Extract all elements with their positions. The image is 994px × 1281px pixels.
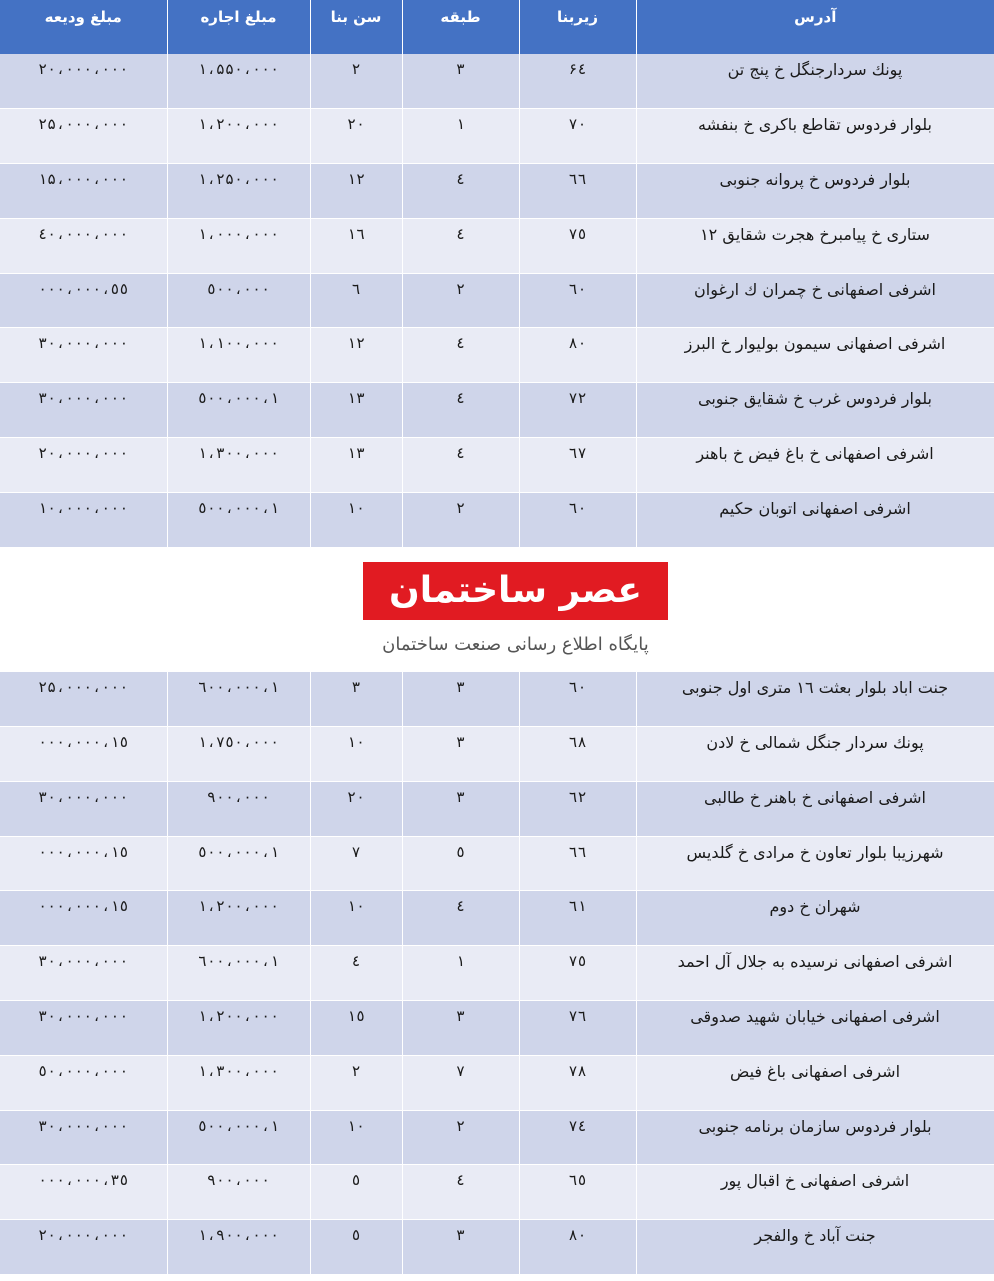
cell-area: ۷۰: [519, 109, 636, 164]
cell-building-age: ۱۳: [310, 438, 402, 493]
cell-deposit: ۱٥،۰۰۰،۰۰۰: [0, 726, 167, 781]
cell-area: ۷٥: [519, 946, 636, 1001]
cell-floor: ٥: [402, 836, 519, 891]
cell-floor: ۳: [402, 1220, 519, 1275]
cell-area: ٦۱: [519, 891, 636, 946]
cell-floor: ۳: [402, 1000, 519, 1055]
cell-deposit: ۳۰،۰۰۰،۰۰۰: [0, 1000, 167, 1055]
cell-address: پونك سردار جنگل شمالی خ لادن: [636, 726, 994, 781]
cell-building-age: ۱٦: [310, 218, 402, 273]
cell-floor: ۲: [402, 492, 519, 547]
cell-rent: ۱،۵۵۰،۰۰۰: [167, 54, 310, 109]
cell-floor: ٤: [402, 383, 519, 438]
header-floor: طبقه: [402, 0, 519, 54]
cell-deposit: ۲۵،۰۰۰،۰۰۰: [0, 109, 167, 164]
cell-area: ٦۷: [519, 438, 636, 493]
listing-table-bottom: [0, 672, 994, 1275]
cell-rent: ۱،۲۰۰،۰۰۰: [167, 891, 310, 946]
cell-rent: ۱،۹۰۰،۰۰۰: [167, 1220, 310, 1275]
cell-building-age: ۷: [310, 836, 402, 891]
table-row: [0, 273, 994, 328]
cell-floor: ٤: [402, 891, 519, 946]
cell-deposit: ۲۰،۰۰۰،۰۰۰: [0, 1220, 167, 1275]
cell-rent: ۱،۲۰۰،۰۰۰: [167, 109, 310, 164]
cell-rent: ۱،٥۰۰،۰۰۰: [167, 383, 310, 438]
header-deposit: مبلغ ودیعه: [0, 0, 167, 54]
cell-deposit: ۱٥،۰۰۰،۰۰۰: [0, 891, 167, 946]
cell-address: جنت اباد بلوار بعثت ۱٦ متری اول جنوبی: [636, 672, 994, 727]
cell-address: بلوار فردوس سازمان برنامه جنوبی: [636, 1110, 994, 1165]
cell-floor: ۳: [402, 672, 519, 727]
table-row: [0, 54, 994, 109]
cell-building-age: ٥: [310, 1220, 402, 1275]
cell-building-age: ۱۳: [310, 383, 402, 438]
cell-rent: ۱،۲۰۰،۰۰۰: [167, 1000, 310, 1055]
table-row: [0, 492, 994, 547]
cell-floor: ۲: [402, 1110, 519, 1165]
cell-rent: ۱،٦۰۰،۰۰۰: [167, 946, 310, 1001]
cell-floor: ۳: [402, 54, 519, 109]
cell-rent: ۱،٦۰۰،۰۰۰: [167, 672, 310, 727]
cell-building-age: ۳: [310, 672, 402, 727]
cell-address: اشرفی اصفهانی خ چمران ك ارغوان: [636, 273, 994, 328]
cell-building-age: ۲: [310, 54, 402, 109]
cell-floor: ٤: [402, 438, 519, 493]
table-row: [0, 836, 994, 891]
table-row: [0, 1055, 994, 1110]
cell-area: ٦٦: [519, 836, 636, 891]
cell-address: اشرفی اصفهانی باغ فیض: [636, 1055, 994, 1110]
table-row: [0, 1165, 994, 1220]
cell-area: ۸۰: [519, 328, 636, 383]
site-tagline: پایگاه اطلاع رسانی صنعت ساختمان: [382, 633, 649, 655]
cell-building-age: ۱۰: [310, 1110, 402, 1165]
cell-area: ٦٦: [519, 164, 636, 219]
cell-floor: ۳: [402, 781, 519, 836]
cell-deposit: ٥٥،۰۰۰،۰۰۰: [0, 273, 167, 328]
cell-area: ٦۲: [519, 781, 636, 836]
cell-building-age: ۱۲: [310, 328, 402, 383]
cell-building-age: ۱۰: [310, 726, 402, 781]
cell-rent: ۱،۳۰۰،۰۰۰: [167, 438, 310, 493]
cell-area: ۶٤: [519, 54, 636, 109]
cell-area: ٦۸: [519, 726, 636, 781]
cell-deposit: ۱۵،۰۰۰،۰۰۰: [0, 164, 167, 219]
header-building-age: سن بنا: [310, 0, 402, 54]
cell-deposit: ٥۰،۰۰۰،۰۰۰: [0, 1055, 167, 1110]
cell-floor: ۱: [402, 946, 519, 1001]
cell-rent: ۱،٥۰۰،۰۰۰: [167, 836, 310, 891]
cell-address: شهران خ دوم: [636, 891, 994, 946]
cell-deposit: ۲۰،۰۰۰،۰۰۰: [0, 54, 167, 109]
cell-building-age: ۲۰: [310, 781, 402, 836]
table-row: [0, 1110, 994, 1165]
cell-floor: ۷: [402, 1055, 519, 1110]
table-row: [0, 438, 994, 493]
table-row: [0, 946, 994, 1001]
cell-address: اشرفی اصفهانی نرسیده به جلال آل احمد: [636, 946, 994, 1001]
cell-building-age: ۱۰: [310, 492, 402, 547]
cell-area: ٦۰: [519, 492, 636, 547]
cell-address: اشرفی اصفهانی خ اقبال پور: [636, 1165, 994, 1220]
cell-address: بلوار فردوس غرب خ شقایق جنوبی: [636, 383, 994, 438]
table-row: [0, 891, 994, 946]
table-row: [0, 672, 994, 727]
cell-floor: ٤: [402, 164, 519, 219]
table-row: [0, 164, 994, 219]
table-body-top: [0, 54, 994, 547]
header-rent: مبلغ اجاره: [167, 0, 310, 54]
cell-area: ۷٦: [519, 1000, 636, 1055]
cell-deposit: ۱٥،۰۰۰،۰۰۰: [0, 836, 167, 891]
cell-area: ۷۸: [519, 1055, 636, 1110]
cell-area: ٦۰: [519, 672, 636, 727]
cell-deposit: ۲۵،۰۰۰،۰۰۰: [0, 672, 167, 727]
cell-building-age: ۱٥: [310, 1000, 402, 1055]
cell-rent: ۹۰۰،۰۰۰: [167, 1165, 310, 1220]
cell-deposit: ٤۰،۰۰۰،۰۰۰: [0, 218, 167, 273]
table-row: [0, 328, 994, 383]
cell-deposit: ۳۰،۰۰۰،۰۰۰: [0, 781, 167, 836]
cell-address: بلوار فردوس تقاطع باکری خ بنفشه: [636, 109, 994, 164]
cell-area: ٦٥: [519, 1165, 636, 1220]
cell-deposit: ۳٥،۰۰۰،۰۰۰: [0, 1165, 167, 1220]
table-row: [0, 726, 994, 781]
cell-address: اشرفی اصفهانی خیابان شهید صدوقی: [636, 1000, 994, 1055]
table-row: [0, 109, 994, 164]
cell-floor: ٤: [402, 218, 519, 273]
cell-rent: ۱،٥۰۰،۰۰۰: [167, 1110, 310, 1165]
cell-building-age: ۱۲: [310, 164, 402, 219]
cell-deposit: ۳۰،۰۰۰،۰۰۰: [0, 383, 167, 438]
cell-rent: ۱،۰۰۰،۰۰۰: [167, 218, 310, 273]
cell-area: ۸۰: [519, 1220, 636, 1275]
logo-band: [0, 548, 994, 672]
cell-area: ٦۰: [519, 273, 636, 328]
table-row: [0, 383, 994, 438]
cell-area: ۷٤: [519, 1110, 636, 1165]
table-row: [0, 1220, 994, 1275]
cell-floor: ۳: [402, 726, 519, 781]
cell-deposit: ۳۰،۰۰۰،۰۰۰: [0, 946, 167, 1001]
cell-building-age: ٦: [310, 273, 402, 328]
table-row: [0, 218, 994, 273]
cell-area: ۷۲: [519, 383, 636, 438]
table-body-bottom: [0, 672, 994, 1275]
cell-rent: ۱،۷٥۰،۰۰۰: [167, 726, 310, 781]
cell-address: اشرفی اصفهانی خ باهنر خ طالبی: [636, 781, 994, 836]
cell-rent: ۹۰۰،۰۰۰: [167, 781, 310, 836]
cell-address: اشرفی اصفهانی خ باغ فیض خ باهنر: [636, 438, 994, 493]
cell-address: بلوار فردوس خ پروانه جنوبی: [636, 164, 994, 219]
cell-deposit: ۳۰،۰۰۰،۰۰۰: [0, 328, 167, 383]
table-header-row: [0, 0, 994, 54]
table-row: [0, 1000, 994, 1055]
cell-rent: ۱،۱۰۰،۰۰۰: [167, 328, 310, 383]
cell-area: ۷٥: [519, 218, 636, 273]
cell-floor: ٤: [402, 1165, 519, 1220]
cell-floor: ٤: [402, 328, 519, 383]
cell-address: شهرزیبا بلوار تعاون خ مرادی خ گلدیس: [636, 836, 994, 891]
cell-address: جنت آباد خ والفجر: [636, 1220, 994, 1275]
cell-deposit: ۱۰،۰۰۰،۰۰۰: [0, 492, 167, 547]
cell-floor: ۲: [402, 273, 519, 328]
cell-building-age: ۲۰: [310, 109, 402, 164]
cell-building-age: ٥: [310, 1165, 402, 1220]
cell-building-age: ٤: [310, 946, 402, 1001]
cell-building-age: ۲: [310, 1055, 402, 1110]
header-area: زیربنا: [519, 0, 636, 54]
cell-rent: ۱،۳۰۰،۰۰۰: [167, 1055, 310, 1110]
cell-address: ستاری خ پیامبرخ هجرت شقایق ۱۲: [636, 218, 994, 273]
site-logo: عصر ساختمان: [363, 562, 668, 620]
cell-deposit: ۲۰،۰۰۰،۰۰۰: [0, 438, 167, 493]
cell-building-age: ۱۰: [310, 891, 402, 946]
table-row: [0, 781, 994, 836]
listing-table-top: [0, 0, 994, 548]
cell-rent: ٥۰۰،۰۰۰: [167, 273, 310, 328]
cell-rent: ۱،۲۵۰،۰۰۰: [167, 164, 310, 219]
cell-floor: ۱: [402, 109, 519, 164]
header-address: آدرس: [636, 0, 994, 54]
cell-address: اشرفی اصفهانی اتوبان حکیم: [636, 492, 994, 547]
cell-address: اشرفی اصفهانی سیمون بولیوار خ البرز: [636, 328, 994, 383]
cell-deposit: ۳۰،۰۰۰،۰۰۰: [0, 1110, 167, 1165]
cell-rent: ۱،٥۰۰،۰۰۰: [167, 492, 310, 547]
cell-address: پونك سردارجنگل خ پنج تن: [636, 54, 994, 109]
